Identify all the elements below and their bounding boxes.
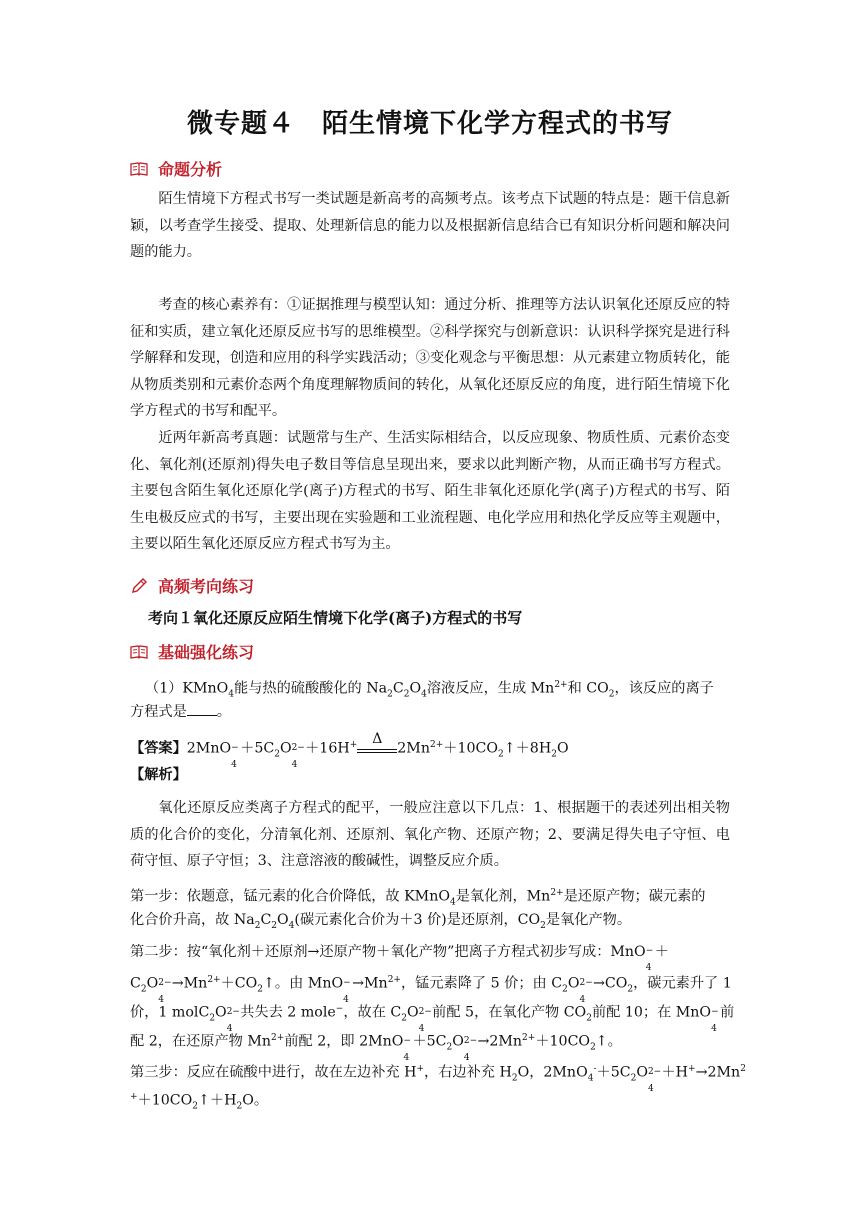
section-heading-analysis [130,157,222,180]
paragraph-intro: 陌生情境下方程式书写一类试题是新高考的高频考点。该考点下试题的特点是：题干信息新颖，以考查学生接受、提取、处理新信息的能力以及根据新信息结合已有知识分析问题和解决问题的能力。 [130,191,730,261]
book-icon [130,644,148,660]
step-2-line-4: 配 2，在还原产物 $Mn^{2+}$前配 2，即 2MnO − 4 $+5C_2O$ 2− 4 $\to 2Mn^{2+}+10CO_2↑$。 [130,1033,622,1063]
paragraph-core-literacy: 考查的核心素养有：①证据推理与模型认知：通过分析、推理等方法认识氧化还原反应的特征和实质，建立氧化还原反应书写的思维模型。②科学探究与创新意识：认识科学探究是进行科学解释和发现，创造和应用的科学实践活动；③变化观念与平衡思想：从元素建立物质转化，能从物质类别和元素价态两个角度理解物质间的转化，从氧化还原反应的角度，进行陌生情境下化学方程式的书写和配平。 [130,297,730,420]
explanation-label-line [130,762,740,789]
answer-blank [187,703,217,716]
explanation-paragraph: 氧化还原反应类离子方程式的配平，一般应注意以下几点：1、根据题干的表述列出相关物质的化合价的变化，分清氧化剂、还原剂、氧化产物、还原产物；2、要满足得失电子守恒、电荷守恒、原子守恒；3、注意溶液的酸碱性，调整反应介质。 [130,800,730,870]
book-icon [130,161,148,177]
answer-label: 【答案】 [130,740,187,757]
question-1-line-1: （1）KMnO$_4$能与热的硫酸酸化的 $Na_2C_2O_4$溶液反应，生成 $Mn^{2+}$和 $CO_2$，该反应的离子 [145,680,714,700]
pencil-icon [130,578,148,594]
heating-condition: Δ [357,740,397,753]
step-3-line-1: 第三步：反应在硫酸中进行，故在左边补充 H+，右边补充 $H_2O$，$2MnO_4^-+5C_2O$ 2− 4 $+H^+\to 2Mn^2$ [130,1064,746,1094]
step-1-line-2: 化合价升高，故 $Na_2C_2O_4$(碳元素化合价为＋3 价)是还原剂，$CO_2$是氧化产物。 [130,912,632,931]
step-2-line-3: 价，1 molC$_2$O 2− 4 共失去 2 mole−，故在 $C_2O$ 2− 4 前配 5，在氧化产物 $CO_2$前配 10；在 MnO − 4 前 [130,1004,735,1034]
paragraph-exam-trend: 近两年新高考真题：试题常与生产、生活实际相结合，以反应现象、物质性质、元素价态变化、氧化剂(还原剂)得失电子数目等信息呈现出来，要求以此判断产物，从而正确书写方程式。主要包含陌生氧化还原化学(离子)方程式的书写、陌生非氧化还原化学(离子)方程式的书写、陌生电极反应式的书写，主要出现在实验题和工业流程题、电化学应用和热化学反应等主观题中，主要以陌生氧化还原反应方程式书写为主。 [130,430,730,553]
section-heading-practice [130,574,254,597]
page-title: 微专题４ 陌生情境下化学方程式的书写 [186,109,673,139]
step-2-line-1: 第二步：按“氧化剂＋还原剂→还原产物＋氧化产物”把离子方程式初步写成：MnO − 4 ＋ [130,944,669,973]
question-1-line-2: 方程式是 。 [130,704,231,720]
step-1-line-1: 第一步：依题意，锰元素的化合价降低，故 KMnO$_4$是氧化剂，$Mn^{2+}$是还原产物；碳元素的 [130,888,706,908]
section-heading-basic [130,640,254,663]
explanation-label: 【解析】 [130,767,187,783]
answer-line: 【答案】2MnO − 4 $+5C_2O$ 2− 4 ＋16H+ Δ $2Mn^{2+}+10CO_2↑+8H_2O$ [130,730,569,770]
section-heading-label: 命题分析 [158,160,223,179]
step-3-line-2: $^++10CO_2↑+H_2O$。 [130,1092,269,1112]
subsection-heading: 考向１氧化还原反应陌生情境下化学(离子)方程式的书写 [148,609,523,627]
section-heading-label: 基础强化练习 [158,643,255,662]
step-2-line-2: $C_2O$ 2− 4 $\to Mn^{2+}+CO_2↑$。由 MnO − 4 $\to Mn^{2+}$，锰元素降了 5 价；由 $C_2O$ 2− 4 $\to CO_2$，碳元素升了 1 [130,975,732,1005]
section-heading-label: 高频考向练习 [158,577,255,596]
